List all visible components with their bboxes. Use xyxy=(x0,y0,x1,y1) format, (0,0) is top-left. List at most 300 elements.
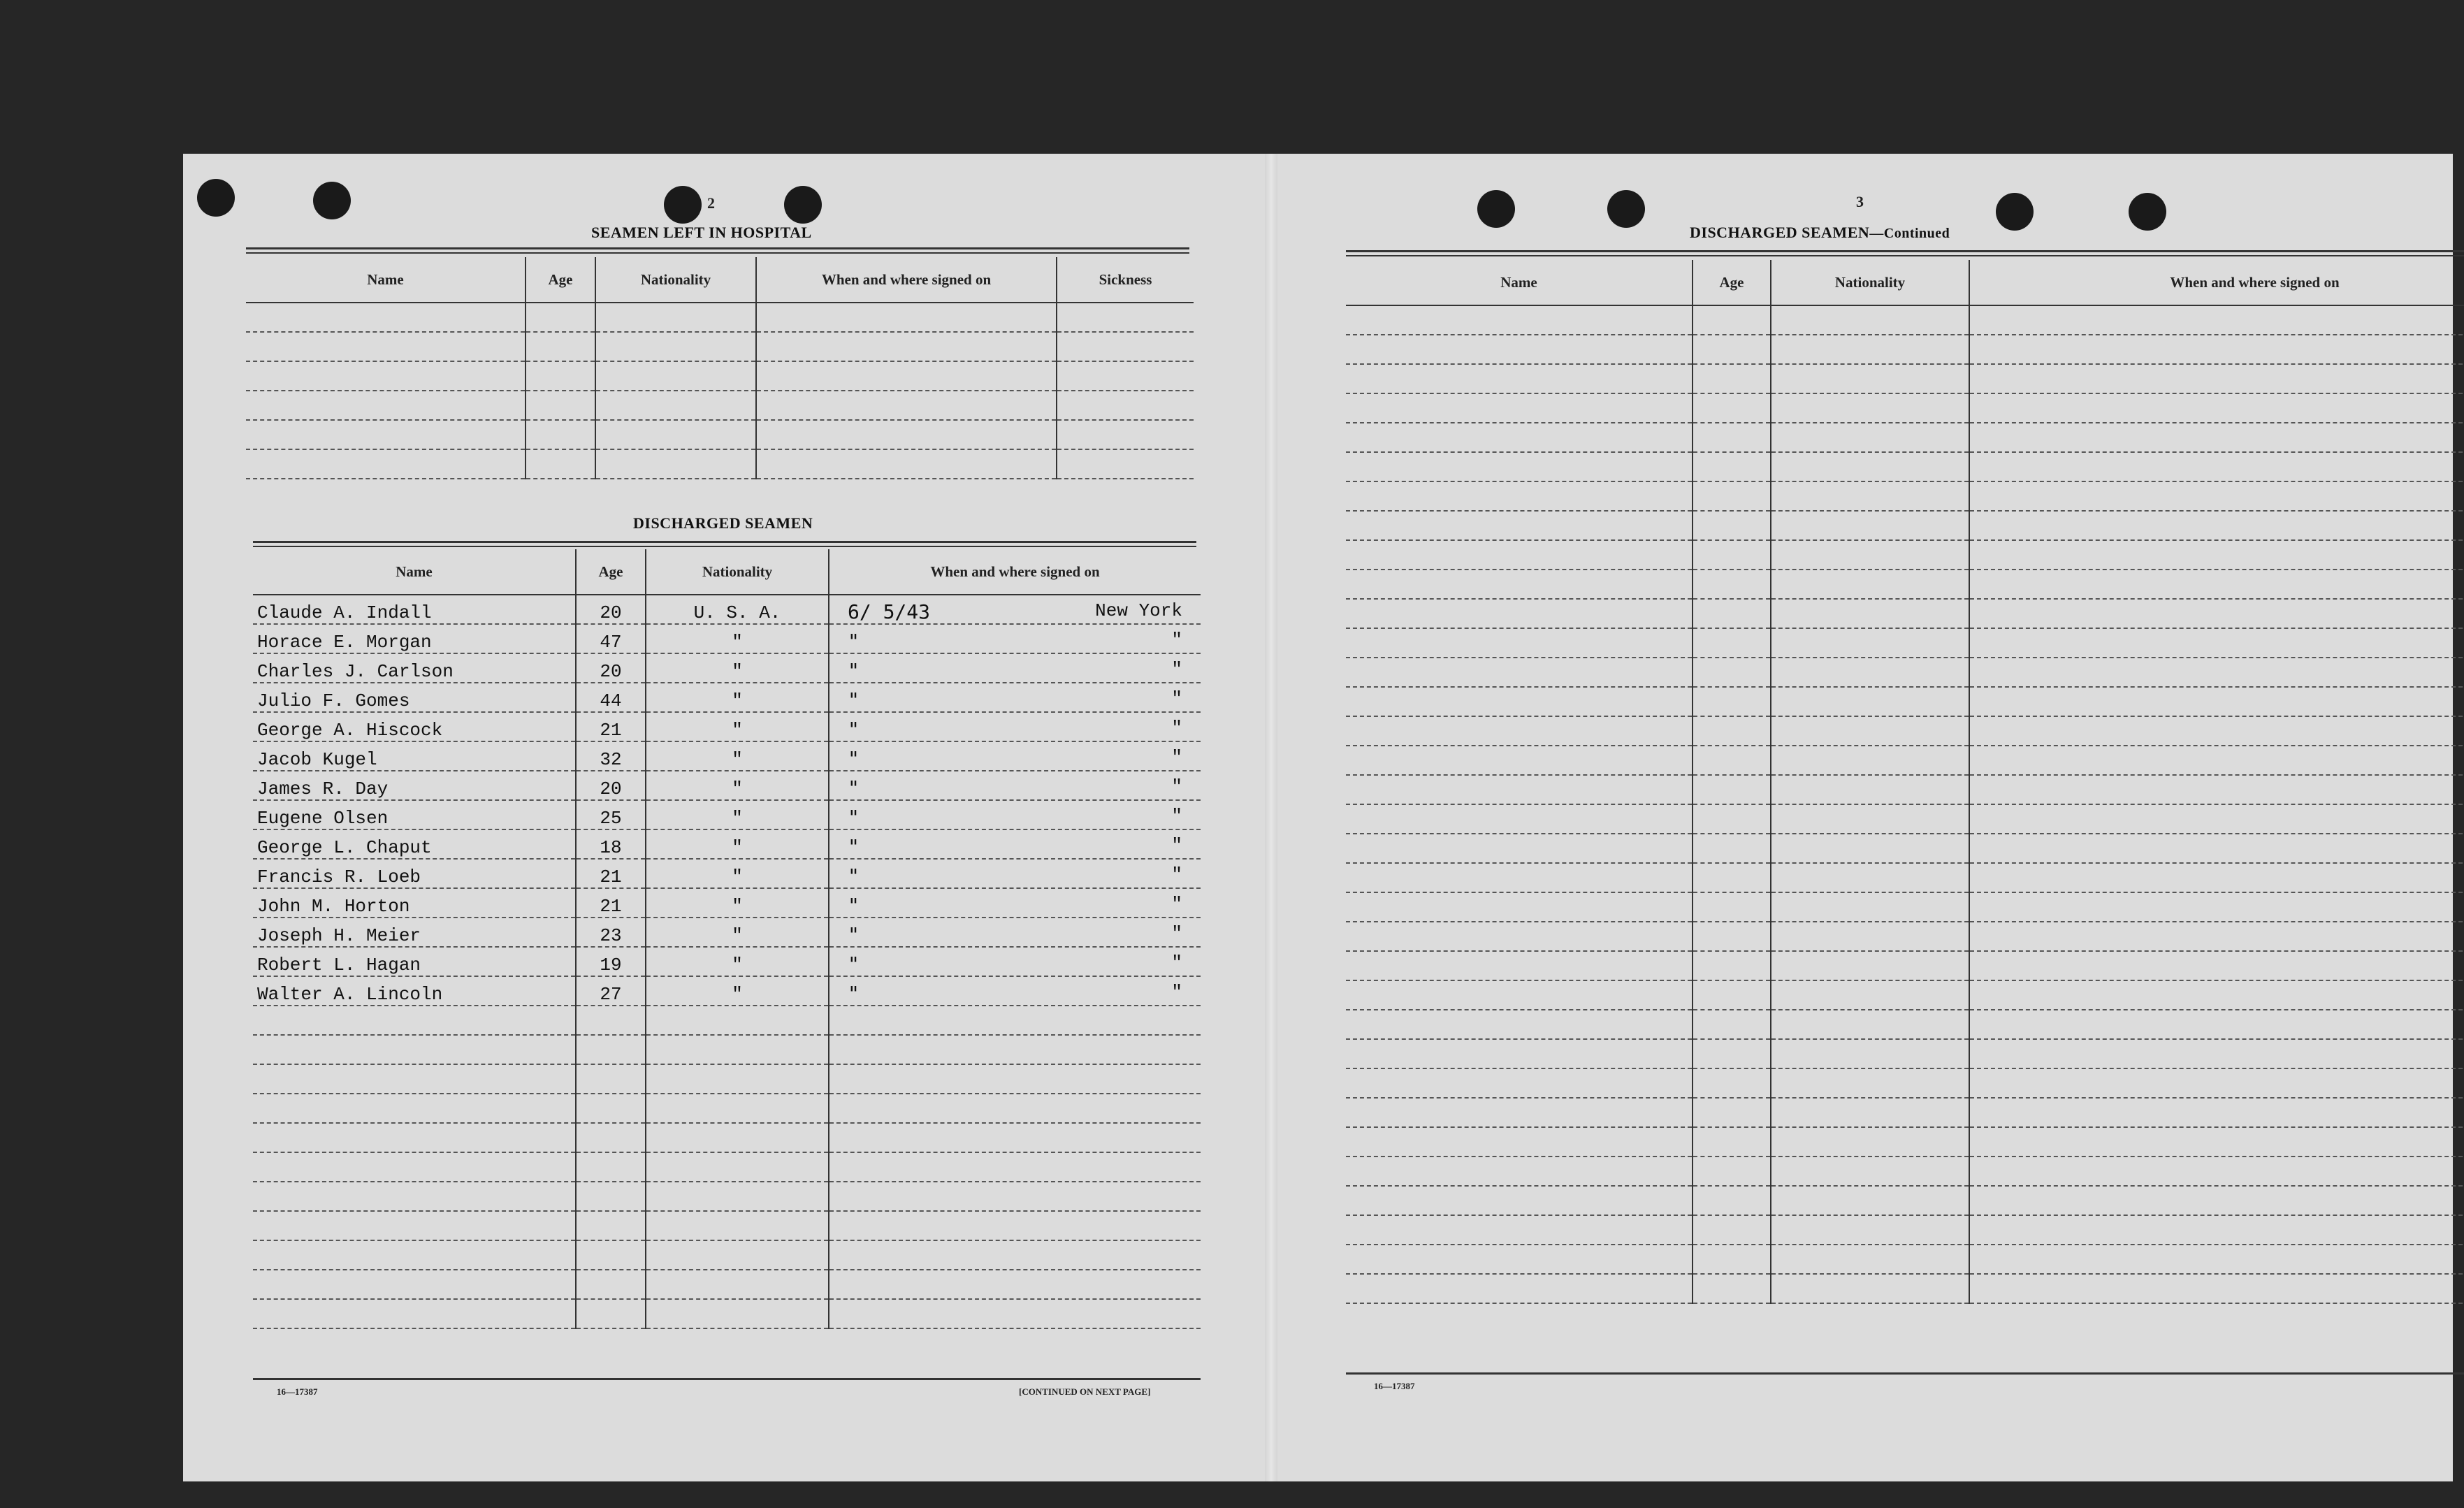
blank-cell xyxy=(1693,658,1771,687)
blank-cell xyxy=(1346,1186,1693,1215)
blank-cell xyxy=(646,1211,829,1240)
blank-cell xyxy=(1771,951,1969,980)
blank-cell xyxy=(1346,393,1693,423)
blank-cell xyxy=(1693,892,1771,922)
blank-cell xyxy=(576,1152,646,1182)
blank-cell xyxy=(1771,980,1969,1010)
blank-cell xyxy=(829,1240,1201,1270)
blank-cell xyxy=(756,303,1057,332)
table-row xyxy=(246,332,1194,361)
punch-hole xyxy=(784,186,822,224)
table-row xyxy=(253,624,1201,653)
hospital-col-age: Age xyxy=(526,257,595,303)
blank-cell xyxy=(246,449,526,479)
seaman-signed-on xyxy=(829,859,1201,888)
signed-date: " xyxy=(848,952,860,976)
blank-cell xyxy=(1969,599,2464,628)
blank-cell xyxy=(1693,922,1771,951)
seaman-nationality: U. S. A. xyxy=(646,595,829,624)
blank-cell xyxy=(1346,922,1693,951)
seaman-signed-on xyxy=(829,741,1201,771)
signed-date: " xyxy=(848,806,860,829)
table-row xyxy=(253,1094,1201,1123)
blank-cell xyxy=(1771,804,1969,834)
table-row xyxy=(253,1064,1201,1094)
blank-cell xyxy=(1346,687,1693,716)
blank-cell xyxy=(829,1152,1201,1182)
table-row xyxy=(1346,1245,2464,1274)
blank-cell xyxy=(246,391,526,420)
seaman-nationality: " xyxy=(646,918,829,947)
seaman-age: 19 xyxy=(576,947,646,976)
blank-cell xyxy=(1771,452,1969,481)
continued-col-nationality: Nationality xyxy=(1771,260,1969,305)
table-row xyxy=(1346,511,2464,540)
blank-cell xyxy=(646,1094,829,1123)
blank-cell xyxy=(1771,1245,1969,1274)
blank-cell xyxy=(646,1035,829,1064)
table-row xyxy=(1346,922,2464,951)
blank-cell xyxy=(246,303,526,332)
seaman-signed-on xyxy=(829,947,1201,976)
blank-cell xyxy=(1771,863,1969,892)
blank-cell xyxy=(1969,980,2464,1010)
blank-cell xyxy=(1771,716,1969,746)
signed-date: " xyxy=(848,688,860,711)
blank-cell xyxy=(526,332,595,361)
seaman-nationality: " xyxy=(646,683,829,712)
table-row xyxy=(253,1270,1201,1299)
blank-cell xyxy=(1693,511,1771,540)
blank-cell xyxy=(595,332,756,361)
signed-on-wrap xyxy=(834,835,1196,858)
page-number-right: 3 xyxy=(1856,193,1864,210)
seaman-name: Claude A. Indall xyxy=(253,595,576,624)
signed-date: " xyxy=(848,747,860,770)
blank-cell xyxy=(246,361,526,391)
blank-cell xyxy=(576,1211,646,1240)
blank-cell xyxy=(1346,892,1693,922)
hospital-col-signed-on: When and where signed on xyxy=(756,257,1057,303)
blank-cell xyxy=(1346,599,1693,628)
table-row xyxy=(1346,746,2464,775)
table-row xyxy=(253,859,1201,888)
blank-cell xyxy=(1693,834,1771,863)
table-row xyxy=(1346,687,2464,716)
blank-cell xyxy=(1346,423,1693,452)
signed-on-wrap xyxy=(834,688,1196,711)
blank-cell xyxy=(1771,1157,1969,1186)
blank-cell xyxy=(1969,687,2464,716)
seaman-signed-on xyxy=(829,829,1201,859)
blank-cell xyxy=(1771,834,1969,863)
blank-cell xyxy=(1771,481,1969,511)
blank-cell xyxy=(1346,335,1693,364)
blank-cell xyxy=(1771,1215,1969,1245)
continued-col-signed-on: When and where signed on xyxy=(1969,260,2464,305)
right-bottom-rule xyxy=(1346,1372,2464,1375)
seaman-age: 20 xyxy=(576,595,646,624)
seaman-signed-on xyxy=(829,800,1201,829)
blank-cell xyxy=(756,361,1057,391)
blank-cell xyxy=(1693,599,1771,628)
blank-cell xyxy=(1771,364,1969,393)
seaman-age: 32 xyxy=(576,741,646,771)
signed-place: " xyxy=(1171,835,1182,856)
continued-title-suffix: —Continued xyxy=(1869,226,1950,241)
table-row xyxy=(1346,628,2464,658)
table-row xyxy=(1346,1127,2464,1157)
discharged-title-rule xyxy=(253,541,1196,547)
blank-cell xyxy=(1346,481,1693,511)
hospital-col-nationality: Nationality xyxy=(595,257,756,303)
hospital-col-sickness: Sickness xyxy=(1057,257,1194,303)
blank-cell xyxy=(253,1035,576,1064)
blank-cell xyxy=(1346,452,1693,481)
signed-place: " xyxy=(1171,776,1182,797)
seaman-name: Walter A. Lincoln xyxy=(253,976,576,1006)
blank-cell xyxy=(1346,1010,1693,1039)
continued-title-main: DISCHARGED SEAMEN xyxy=(1690,224,1870,241)
blank-cell xyxy=(1346,804,1693,834)
signed-date: " xyxy=(848,659,860,682)
discharged-table xyxy=(253,549,1201,1329)
blank-cell xyxy=(646,1006,829,1035)
table-row xyxy=(253,595,1201,624)
table-row xyxy=(1346,892,2464,922)
blank-cell xyxy=(1346,1157,1693,1186)
table-row xyxy=(1346,863,2464,892)
blank-cell xyxy=(646,1270,829,1299)
blank-cell xyxy=(526,420,595,449)
table-row xyxy=(246,420,1194,449)
seaman-nationality: " xyxy=(646,712,829,741)
table-row xyxy=(253,1211,1201,1240)
table-row xyxy=(1346,393,2464,423)
table-row xyxy=(1346,1039,2464,1068)
blank-cell xyxy=(1346,658,1693,687)
blank-cell xyxy=(1057,449,1194,479)
signed-on-wrap xyxy=(834,806,1196,829)
blank-cell xyxy=(1693,1245,1771,1274)
blank-cell xyxy=(595,391,756,420)
blank-cell xyxy=(1969,335,2464,364)
seaman-age: 20 xyxy=(576,771,646,800)
blank-cell xyxy=(646,1064,829,1094)
table-row xyxy=(253,1035,1201,1064)
blank-cell xyxy=(576,1240,646,1270)
seaman-nationality: " xyxy=(646,888,829,918)
seaman-age: 18 xyxy=(576,829,646,859)
seaman-nationality: " xyxy=(646,741,829,771)
blank-cell xyxy=(253,1152,576,1182)
blank-cell xyxy=(1969,746,2464,775)
signed-date: " xyxy=(848,864,860,887)
seaman-signed-on xyxy=(829,976,1201,1006)
blank-cell xyxy=(1346,1215,1693,1245)
seaman-nationality: " xyxy=(646,800,829,829)
left-form-code: 16—17387 xyxy=(277,1386,318,1397)
signed-on-wrap xyxy=(834,776,1196,799)
blank-cell xyxy=(1346,628,1693,658)
seaman-name: Eugene Olsen xyxy=(253,800,576,829)
blank-cell xyxy=(1346,746,1693,775)
blank-cell xyxy=(1346,511,1693,540)
blank-cell xyxy=(1969,834,2464,863)
blank-cell xyxy=(1969,305,2464,335)
table-row xyxy=(253,800,1201,829)
seaman-age: 27 xyxy=(576,976,646,1006)
table-row xyxy=(253,653,1201,683)
blank-cell xyxy=(1346,1098,1693,1127)
blank-cell xyxy=(1346,570,1693,599)
seaman-age: 44 xyxy=(576,683,646,712)
blank-cell xyxy=(1693,1157,1771,1186)
left-bottom-rule xyxy=(253,1378,1201,1380)
seaman-nationality: " xyxy=(646,771,829,800)
signed-place: " xyxy=(1171,894,1182,915)
blank-cell xyxy=(1771,1039,1969,1068)
signed-on-wrap xyxy=(834,630,1196,653)
blank-cell xyxy=(646,1182,829,1211)
table-row xyxy=(246,361,1194,391)
seaman-name: Robert L. Hagan xyxy=(253,947,576,976)
discharged-col-signed-on: When and where signed on xyxy=(829,549,1201,595)
seaman-name: Jacob Kugel xyxy=(253,741,576,771)
blank-cell xyxy=(829,1211,1201,1240)
table-row xyxy=(253,1240,1201,1270)
blank-cell xyxy=(1969,1127,2464,1157)
blank-cell xyxy=(1693,1068,1771,1098)
hospital-section-title: SEAMEN LEFT IN HOSPITAL xyxy=(591,224,812,241)
blank-cell xyxy=(1969,423,2464,452)
seaman-nationality: " xyxy=(646,976,829,1006)
page-fold xyxy=(1265,154,1277,1481)
table-row xyxy=(1346,335,2464,364)
signed-place: " xyxy=(1171,630,1182,651)
blank-cell xyxy=(1969,775,2464,804)
blank-cell xyxy=(1969,1098,2464,1127)
table-row xyxy=(1346,1068,2464,1098)
blank-cell xyxy=(1693,364,1771,393)
blank-cell xyxy=(1693,1010,1771,1039)
blank-cell xyxy=(1346,364,1693,393)
table-row xyxy=(1346,364,2464,393)
blank-cell xyxy=(1693,863,1771,892)
blank-cell xyxy=(1346,834,1693,863)
table-row xyxy=(253,1006,1201,1035)
blank-cell xyxy=(1346,1068,1693,1098)
blank-cell xyxy=(1693,305,1771,335)
table-row xyxy=(1346,599,2464,628)
blank-cell xyxy=(576,1182,646,1211)
blank-cell xyxy=(829,1270,1201,1299)
table-row xyxy=(1346,1010,2464,1039)
seaman-signed-on xyxy=(829,595,1201,624)
blank-cell xyxy=(1693,804,1771,834)
signed-on-wrap xyxy=(834,747,1196,770)
table-row xyxy=(253,1152,1201,1182)
table-row xyxy=(253,829,1201,859)
blank-cell xyxy=(253,1123,576,1152)
continued-col-age: Age xyxy=(1693,260,1771,305)
blank-cell xyxy=(526,391,595,420)
blank-cell xyxy=(576,1270,646,1299)
blank-cell xyxy=(1969,1186,2464,1215)
blank-cell xyxy=(1693,775,1771,804)
table-row xyxy=(1346,481,2464,511)
blank-cell xyxy=(1693,423,1771,452)
signed-on-wrap xyxy=(834,923,1196,946)
blank-cell xyxy=(253,1094,576,1123)
signed-place: " xyxy=(1171,688,1182,709)
blank-cell xyxy=(595,449,756,479)
seaman-age: 23 xyxy=(576,918,646,947)
blank-cell xyxy=(1771,599,1969,628)
seaman-age: 21 xyxy=(576,712,646,741)
discharged-col-nationality: Nationality xyxy=(646,549,829,595)
punch-hole xyxy=(1996,193,2034,231)
blank-cell xyxy=(1771,687,1969,716)
table-row xyxy=(1346,305,2464,335)
blank-cell xyxy=(253,1211,576,1240)
signed-on-wrap xyxy=(834,894,1196,917)
blank-cell xyxy=(1693,335,1771,364)
blank-cell xyxy=(1969,863,2464,892)
seaman-signed-on xyxy=(829,624,1201,653)
blank-cell xyxy=(576,1094,646,1123)
blank-cell xyxy=(1969,1010,2464,1039)
seaman-name: Joseph H. Meier xyxy=(253,918,576,947)
blank-cell xyxy=(1057,420,1194,449)
blank-cell xyxy=(756,332,1057,361)
signed-on-wrap xyxy=(834,982,1196,1005)
signed-on-wrap xyxy=(834,659,1196,682)
table-row xyxy=(1346,423,2464,452)
seaman-name: Francis R. Loeb xyxy=(253,859,576,888)
punch-hole xyxy=(1607,190,1645,228)
discharged-col-name: Name xyxy=(253,549,576,595)
hospital-col-name: Name xyxy=(246,257,526,303)
signed-on-wrap xyxy=(834,952,1196,976)
seaman-age: 25 xyxy=(576,800,646,829)
signed-place: " xyxy=(1171,952,1182,973)
blank-cell xyxy=(1969,716,2464,746)
blank-cell xyxy=(1969,1068,2464,1098)
blank-cell xyxy=(1969,393,2464,423)
signed-date: " xyxy=(848,630,860,653)
blank-cell xyxy=(1771,746,1969,775)
seaman-age: 47 xyxy=(576,624,646,653)
blank-cell xyxy=(1693,1098,1771,1127)
blank-cell xyxy=(253,1240,576,1270)
blank-cell xyxy=(1771,658,1969,687)
page-number-left: 2 xyxy=(707,194,715,212)
blank-cell xyxy=(1771,922,1969,951)
blank-cell xyxy=(1346,863,1693,892)
continued-header-row xyxy=(1346,260,2464,305)
blank-cell xyxy=(1346,1274,1693,1303)
blank-cell xyxy=(1969,1215,2464,1245)
blank-cell xyxy=(646,1123,829,1152)
blank-cell xyxy=(1771,540,1969,570)
signed-place: " xyxy=(1171,982,1182,1003)
blank-cell xyxy=(646,1152,829,1182)
blank-cell xyxy=(1771,775,1969,804)
continued-note: [CONTINUED ON NEXT PAGE] xyxy=(1019,1386,1151,1397)
continued-title-rule xyxy=(1346,250,2464,256)
seaman-signed-on xyxy=(829,771,1201,800)
blank-cell xyxy=(1969,511,2464,540)
punch-hole xyxy=(197,179,235,217)
punch-hole xyxy=(2129,193,2166,231)
blank-cell xyxy=(1693,1215,1771,1245)
table-row xyxy=(253,976,1201,1006)
blank-cell xyxy=(1771,1186,1969,1215)
blank-cell xyxy=(1969,452,2464,481)
blank-cell xyxy=(1771,335,1969,364)
blank-cell xyxy=(1057,361,1194,391)
blank-cell xyxy=(1771,305,1969,335)
blank-cell xyxy=(1693,1274,1771,1303)
continued-col-name: Name xyxy=(1346,260,1693,305)
table-row xyxy=(246,303,1194,332)
blank-cell xyxy=(1969,892,2464,922)
blank-cell xyxy=(1771,570,1969,599)
blank-cell xyxy=(1346,980,1693,1010)
document-sheet xyxy=(183,154,2453,1481)
seaman-nationality: " xyxy=(646,947,829,976)
blank-cell xyxy=(1057,303,1194,332)
blank-cell xyxy=(1771,892,1969,922)
blank-cell xyxy=(756,420,1057,449)
signed-date: 6/ 5/43 xyxy=(848,600,931,623)
table-row xyxy=(1346,1098,2464,1127)
punch-hole xyxy=(313,182,351,219)
punch-hole xyxy=(664,186,702,224)
table-row xyxy=(1346,1157,2464,1186)
blank-cell xyxy=(576,1006,646,1035)
blank-cell xyxy=(1693,1186,1771,1215)
hospital-title-rule xyxy=(246,247,1189,254)
blank-cell xyxy=(595,303,756,332)
blank-cell xyxy=(829,1094,1201,1123)
blank-cell xyxy=(576,1123,646,1152)
table-row xyxy=(253,683,1201,712)
blank-cell xyxy=(1693,746,1771,775)
blank-cell xyxy=(253,1270,576,1299)
discharged-col-age: Age xyxy=(576,549,646,595)
blank-cell xyxy=(1346,1039,1693,1068)
seaman-name: Julio F. Gomes xyxy=(253,683,576,712)
blank-cell xyxy=(1693,980,1771,1010)
blank-cell xyxy=(1693,1127,1771,1157)
seaman-age: 21 xyxy=(576,859,646,888)
seaman-nationality: " xyxy=(646,624,829,653)
blank-cell xyxy=(1693,481,1771,511)
table-row xyxy=(253,1182,1201,1211)
table-row xyxy=(1346,775,2464,804)
blank-cell xyxy=(1771,1068,1969,1098)
blank-cell xyxy=(595,420,756,449)
blank-cell xyxy=(253,1182,576,1211)
blank-cell xyxy=(1346,775,1693,804)
blank-cell xyxy=(1969,1039,2464,1068)
seaman-name: Charles J. Carlson xyxy=(253,653,576,683)
seaman-name: George L. Chaput xyxy=(253,829,576,859)
signed-place: " xyxy=(1171,806,1182,827)
seaman-signed-on xyxy=(829,712,1201,741)
